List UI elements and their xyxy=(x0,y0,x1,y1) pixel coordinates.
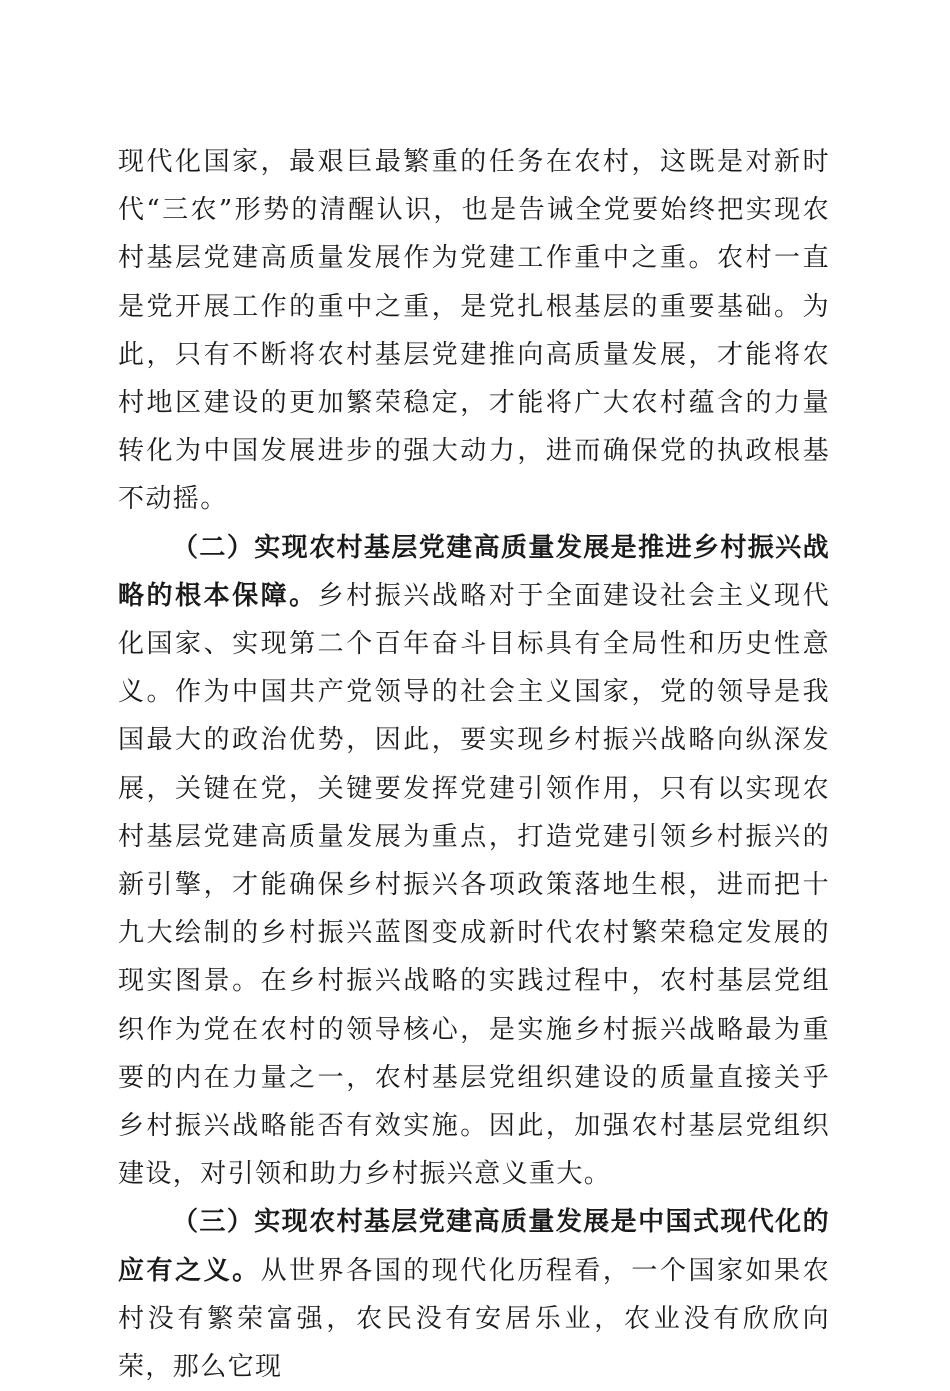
paragraph-1-body: 现代化国家，最艰巨最繁重的任务在农村，这既是对新时代“三农”形势的清醒认识，也是告诫全党要始终把实现农村基层党建高质量发展作为党建工作重中之重。农村一直是党开展工作的重中之重，是党扎根基层的重要基础。为此，只有不断将农村基层党建推向高质量发展，才能将农村地区建设的更加繁荣稳定，才能将广大农村蕴含的力量转化为中国发展进步的强大动力，进而确保党的执政根基不动摇。 xyxy=(118,147,830,515)
document-body xyxy=(118,138,830,1391)
section-2-body: 乡村振兴战略对于全面建设社会主义现代化国家、实现第二个百年奋斗目标具有全局性和历史性意义。作为中国共产党领导的社会主义国家，党的领导是我国最大的政治优势，因此，要实现乡村振兴战略向纵深发展，关键在党，关键要发挥党建引领作用，只有以实现农村基层党建高质量发展为重点，打造党建引领乡村振兴的新引擎，才能确保乡村振兴各项政策落地生根，进而把十九大绘制的乡村振兴蓝图变成新时代农村繁荣稳定发展的现实图景。在乡村振兴战略的实践过程中，农村基层党组织作为党在农村的领导核心，是实施乡村振兴战略最为重要的内在力量之一，农村基层党组织建设的质量直接关乎乡村振兴战略能否有效实施。因此，加强农村基层党组织建设，对引领和助力乡村振兴意义重大。 xyxy=(118,580,830,1190)
section-3-body: 从世界各国的现代化历程看，一个国家如果农村没有繁荣富强，农民没有安居乐业，农业没有欣欣向荣，那么它现 xyxy=(118,1255,830,1383)
section-3-heading: （三）实现农村基层党建高质量发展是中国式现代化的应有之义。 xyxy=(118,1207,830,1286)
paragraph-section-3 xyxy=(118,1198,830,1391)
section-2-heading: （二）实现农村基层党建高质量发展是推进乡村振兴战略的根本保障。 xyxy=(118,532,830,611)
paragraph-continuation xyxy=(118,138,830,524)
paragraph-section-2 xyxy=(118,524,830,1199)
